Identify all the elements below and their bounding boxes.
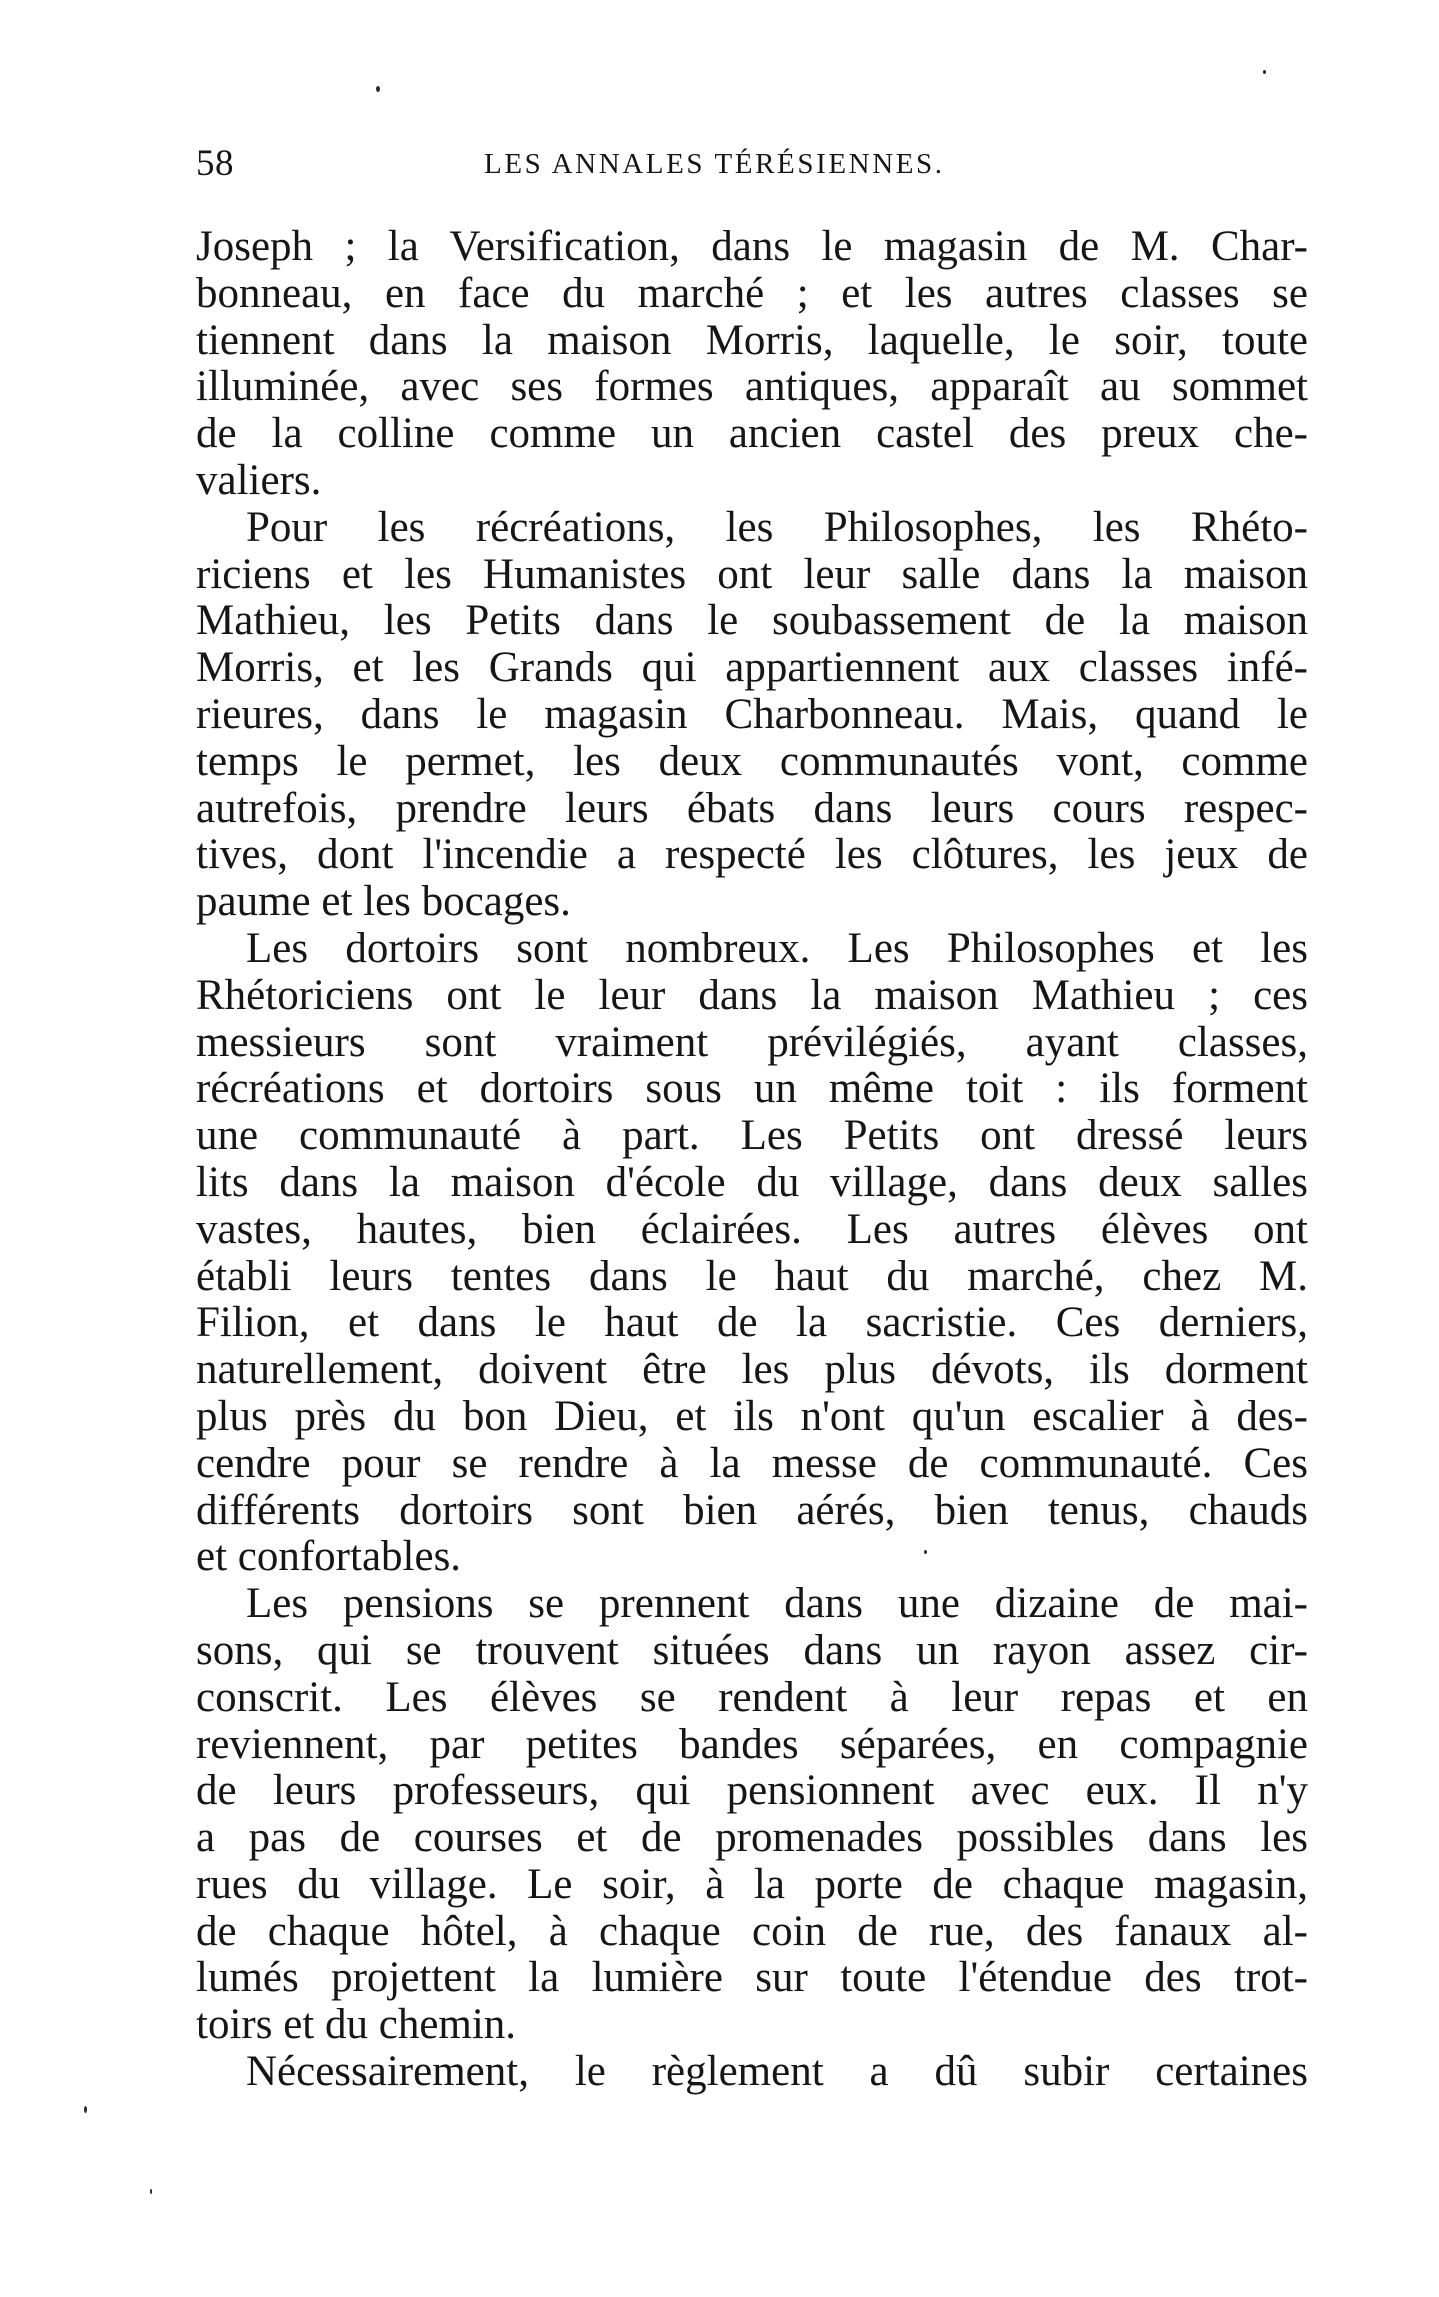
text-line: rieures, dans le magasin Charbonneau. Mais, quand le <box>196 690 1308 738</box>
text-line: paume et les bocages. <box>196 878 571 926</box>
text-line: Filion, et dans le haut de la sacristie. Ces derniers, <box>196 1299 1308 1347</box>
text-line: riciens et les Humanistes ont leur salle dans la maison <box>196 550 1308 598</box>
text-line: Pour les récréations, les Philosophes, les Rhéto- <box>246 503 1308 551</box>
text-line: lits dans la maison d'école du village, dans deux salles <box>196 1158 1308 1206</box>
text-line: a pas de courses et de promenades possibles dans les <box>196 1814 1308 1862</box>
text-line: cendre pour se rendre à la messe de communauté. Ces <box>196 1439 1308 1487</box>
text-line: reviennent, par petites bandes séparées, en compagnie <box>196 1720 1308 1768</box>
text-line: Rhétoriciens ont le leur dans la maison Mathieu ; ces <box>196 971 1308 1019</box>
text-line: Nécessairement, le règlement a dû subir certaines <box>246 2048 1308 2096</box>
text-line: Les pensions se prennent dans une dizaine de mai- <box>246 1580 1308 1628</box>
text-line: Mathieu, les Petits dans le soubassement de la maison <box>196 597 1308 645</box>
text-line: temps le permet, les deux communautés vont, comme <box>196 737 1308 785</box>
text-line: tives, dont l'incendie a respecté les clôtures, les jeux de <box>196 831 1308 879</box>
text-line: différents dortoirs sont bien aérés, bien tenus, chauds <box>196 1486 1308 1534</box>
text-line: illuminée, avec ses formes antiques, apparaît au sommet <box>196 363 1308 411</box>
running-title: LES ANNALES TÉRÉSIENNES. <box>484 148 945 180</box>
text-line: Morris, et les Grands qui appartiennent aux classes infé- <box>196 644 1308 692</box>
text-line: de la colline comme un ancien castel des preux che- <box>196 410 1308 458</box>
text-line: Joseph ; la Versification, dans le magasin de M. Char- <box>196 223 1308 270</box>
text-line: Les dortoirs sont nombreux. Les Philosophes et les <box>246 924 1308 972</box>
text-line: naturellement, doivent être les plus dévots, ils dorment <box>196 1346 1308 1394</box>
text-line: une communauté à part. Les Petits ont dressé leurs <box>196 1112 1308 1160</box>
text-line: de chaque hôtel, à chaque coin de rue, des fanaux al- <box>196 1907 1308 1955</box>
text-line: bonneau, en face du marché ; et les autres classes se <box>196 269 1308 317</box>
page-number: 58 <box>196 143 234 184</box>
text-line: récréations et dortoirs sous un même toit : ils forment <box>196 1065 1308 1113</box>
text-line: établi leurs tentes dans le haut du marché, chez M. <box>196 1252 1308 1300</box>
text-line: lumés projettent la lumière sur toute l'étendue des trot- <box>196 1954 1308 2002</box>
ink-speck <box>84 2106 87 2113</box>
body-text <box>196 224 1308 2096</box>
text-line: messieurs sont vraiment prévilégiés, ayant classes, <box>196 1018 1308 1066</box>
text-line: et confortables. <box>196 1533 462 1581</box>
page-header <box>196 142 1308 190</box>
ink-speck <box>150 2189 152 2194</box>
text-line: autrefois, prendre leurs ébats dans leurs cours respec- <box>196 784 1308 832</box>
text-line: vastes, hautes, bien éclairées. Les autres élèves ont <box>196 1205 1308 1253</box>
ink-speck <box>376 86 380 92</box>
text-line: tiennent dans la maison Morris, laquelle, le soir, toute <box>196 316 1308 364</box>
text-line: conscrit. Les élèves se rendent à leur repas et en <box>196 1673 1308 1721</box>
text-line: valiers. <box>196 456 322 504</box>
ink-speck <box>1263 70 1266 74</box>
text-line: rues du village. Le soir, à la porte de chaque magasin, <box>196 1860 1308 1908</box>
text-line: sons, qui se trouvent situées dans un rayon assez cir- <box>196 1626 1308 1674</box>
text-line: plus près du bon Dieu, et ils n'ont qu'un escalier à des- <box>196 1392 1308 1440</box>
text-line: toirs et du chemin. <box>196 2001 517 2049</box>
text-line: de leurs professeurs, qui pensionnent avec eux. Il n'y <box>196 1767 1308 1815</box>
